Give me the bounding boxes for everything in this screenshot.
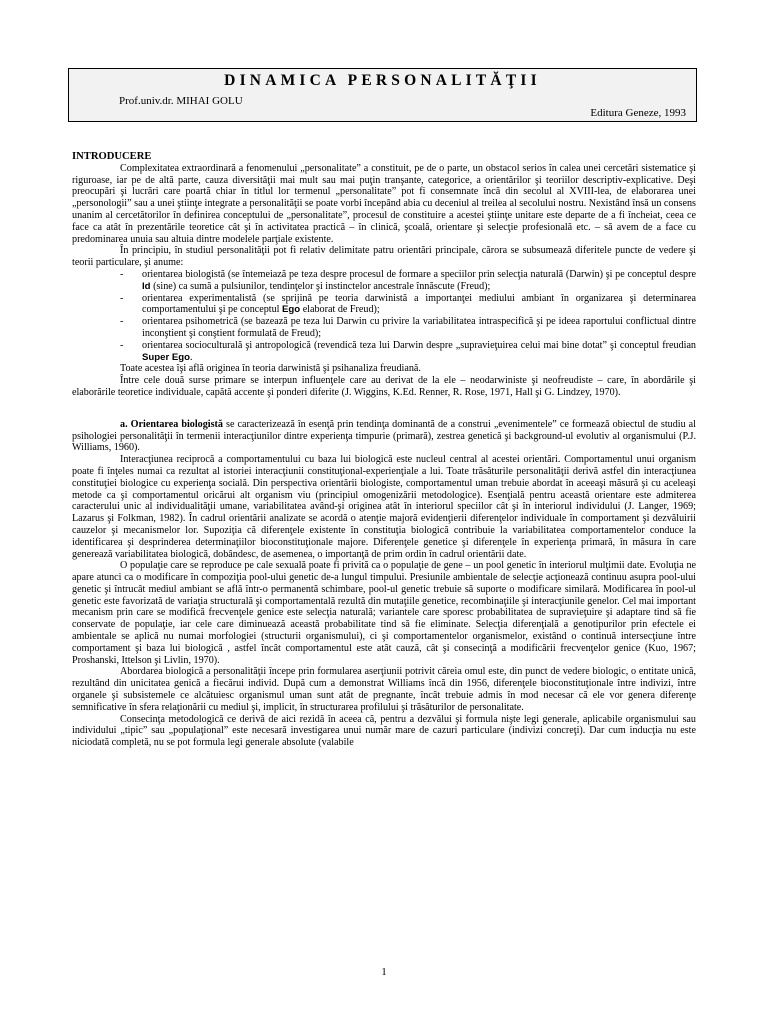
list-item: [72, 293, 696, 317]
list-item-text: elaborat de Freud);: [300, 304, 380, 316]
list-dash: -: [120, 268, 124, 280]
list-item-text: orientarea socioculturală şi antropologică (revendică teza lui Darwin despre „supravieţuirea celui mai bine dotat” şi conceptul freudian: [142, 339, 696, 351]
document-header: [68, 68, 697, 122]
list-item-term: Id: [142, 280, 151, 292]
list-item: [72, 340, 696, 364]
section-a-paragraph-5: Consecinţa metodologică ce derivă de aici rezidă în aceea că, pentru a dezvălui şi formula nişte legi generale, aplicabile organismului sau individului „tipic” sau „populaţional” este necesară investigarea unui număr mare de cazuri particulare (indivizi concreţi). Dar cum inducţia nu este niciodată completă, nu se pot formula legi generale absolute (valabile: [72, 713, 696, 749]
list-item-text: (sine) ca sumă a pulsiunilor, tendinţelor şi instinctelor ancestrale înnăscute (Freud);: [150, 280, 491, 292]
document-body: [72, 151, 696, 749]
document-author: Prof.univ.dr. MIHAI GOLU: [119, 95, 243, 107]
list-item-term: Super Ego: [142, 351, 190, 363]
section-a-paragraph-3: O populaţie care se reproduce pe cale sexuală poate fi privită ca o populaţie de gene – un pool genetic în interiorul mulţimii date. Evoluţia ne apare atunci ca o modificare în compoziţia pool-ului genetic de-a lungul timpului. Presiunile ambientale de selecţie acţionează continuu asupra pool-ului genetic şi întrucât mediul ambiant se află într-o permanentă schimbare, pool-ul genetic trebuie să suporte o modificare similară. Modificarea în pool-ul genetic este favorizată de variaţia structurală şi comportamentală rezultă din mutaţiile genetice, recombinaţiile şi interacţiunile genelor. Cel mai important mecanism prin care se modifică frecvenţele genice este selecţia naturală; variantele care sporesc probabilitatea de supravieţuire şi adaptare tind să fie conservate de populaţie, iar cele care diminuează această probabilitate tind să fie eliminate. Selecţia diferenţială a genotipurilor prin efectele ei ambientale se aplică nu numai morfologiei (structurii organismului), ci şi comportamentelor organismelor, existând o continuă intersecţiune între comportament şi baza lui biologică , astfel încât comportamentul este atât cauză, cât şi consecinţă a modificării frecvenţelor genice (Kuo, 1967; Proshanski, Ittelson şi Livlin, 1970).: [72, 560, 696, 666]
section-heading-biologist: a. Orientarea biologistă: [120, 418, 223, 430]
list-item-term: Ego: [282, 304, 301, 316]
section-gap: [72, 399, 696, 419]
list-dash: -: [120, 339, 124, 351]
list-item: [72, 269, 696, 293]
list-item-text: orientarea experimentalistă (se sprijină pe teoria darwinistă a importanţei mediului ambiant în organizarea şi determinarea comportamentului şi pe conceptul: [142, 292, 696, 316]
section-a-text: se caracterizează în esenţă prin tendinţa dominantă de a construi „evenimentele” ce formează obiectul de studiu al psihologiei personalităţii în termenii interacţiunilor dintre experienţa timpurie (primară), zestrea genetică şi background-ul evolutiv al organismului (P.J. Williams, 1960).: [72, 418, 696, 454]
intro-paragraph-4: Între cele două surse primare se interpun influenţele care au derivat de la ele – neodarwiniste şi neofreudiste – care, în abordările şi elaborările teoretice individuale, capătă accente şi ponderi diferite (J. Wiggins, K.Ed. Renner, R. Rose, 1971, Hall şi G. Lindzey, 1970).: [72, 375, 696, 398]
section-heading-introducere: INTRODUCERE: [72, 151, 152, 162]
orientations-list: [72, 269, 696, 363]
list-dash: -: [120, 316, 124, 328]
page-number: 1: [381, 966, 387, 978]
list-item: [72, 316, 696, 340]
section-a-paragraph-2: Interacţiunea reciprocă a comportamentului cu baza lui biologică este nucleul central al acestei orientări. Comportamentul unui organism poate fi înţeles numai ca rezultat al istoriei interacţiunii constituţional-experienţiale a lui. Toate trăsăturile personalităţii derivă astfel din interacţiunea constituţiei biologice cu experienţa socială. Din perspectiva orientării biologiste, comportamentul uman trebuie abordat în aceeaşi măsură şi cu aceleaşi metode ca şi comportamentul oricărui alt organism viu (principiul omogenizării metodologice). Esenţială pentru această orientare este admiterea caracterului unic al individualităţii umane, variabilitatea având-şi originea atât în interiorul speciilor cât şi în interiorul individului (J. Langer, 1969; Lazarus şi Folkman, 1982). În cadrul orientării analizate se acordă o atenţie majoră evidenţierii diferenţelor individuale în comportament şi dezvăluirii cauzelor şi mecanismelor lor. Supoziţia că diferenţele existente în constituţia biologică contribuie la variabilitatea comportamentelor conduce la identificarea şi desprinderea determinaţiilor bioconstituţionale majore. Diferenţele genetice şi diferenţele în experienţa primară, în măsura în care generează variabilitatea biologică, dobândesc, de asemenea, o importanţă de prim ordin în cadrul orientării date.: [72, 454, 696, 560]
list-item-text: orientarea psihometrică (se bazează pe teza lui Darwin cu privire la variabilitatea intraspecifică şi pe ideea raportului conflictual dintre inconştient şi conştient formulată de Freud);: [142, 316, 696, 339]
list-item-text: orientarea biologistă (se întemeiază pe teza despre procesul de formare a speciilor prin selecţia naturală (Darwin) şi pe conceptul despre: [142, 268, 696, 280]
intro-paragraph-2: În principiu, în studiul personalităţii pot fi relativ delimitate patru orientări principale, cărora se subsumează diferitele puncte de vedere şi teorii particulare, şi anume:: [72, 245, 696, 269]
list-item-text: .: [189, 351, 193, 363]
document-title: DINAMICA PERSONALITĂŢII: [224, 72, 541, 89]
intro-paragraph-3: Toate acestea îşi află originea în teoria darwinistă şi psihanaliza freudiană.: [120, 363, 421, 375]
section-a-paragraph-4: Abordarea biologică a personalităţii începe prin formularea aserţiunii potrivit căreia omul este, din punct de vedere biologic, o entitate unică, rezultând din unicitatea genică a fiecărui individ. După cum a demonstrat Williams încă din 1956, diferenţele bioconstituţionale între indivizi, între organele şi subsistemele ce alcătuiesc organismul uman sunt atât de pregnante, încât trebuie admis în mod necesar că ele vor genera diferenţe semnificative în sfera relaţionării cu mediul şi, implicit, în structurarea profilului şi trăsăturilor de personalitate.: [72, 666, 696, 713]
intro-paragraph-1: Complexitatea extraordinară a fenomenului „personalitate” a constituit, pe de o parte, un obstacol serios în calea unei cercetări sistematice şi riguroase, iar pe de altă parte, cauza diversităţii mai mult sau mai puţin tranşante, categorice, a orientărilor şi teoriilor descriptiv-explicative. Deşi preocupări şi lucrări care poartă chiar în titlul lor termenul „personalitate” pot fi consemnate încă din secolul al XVIII-lea, de elaborarea unei „personologii” sau a unei ştiinţe integrate a personalităţii se poate vorbi începând abia cu deceniul al treilea al secolului nostru. Nexistând însă un consens unanim al cercetătorilor în definirea conceptului de „personalitate”, procesul de constituire a acestei ştiinţe unitare este departe de a fi încheiat, ceea ce face ca atât în prezentările teoretice cât şi în activitatea practică – în clinică, şcoală, orientare şi selecţie profesională etc. – să avem de a face cu predominarea unuia sau altuia dintre modelele parţiale existente.: [72, 162, 696, 245]
section-a-paragraph-1: [72, 419, 696, 454]
document-publisher: Editura Geneze, 1993: [590, 107, 686, 119]
list-dash: -: [120, 292, 124, 304]
